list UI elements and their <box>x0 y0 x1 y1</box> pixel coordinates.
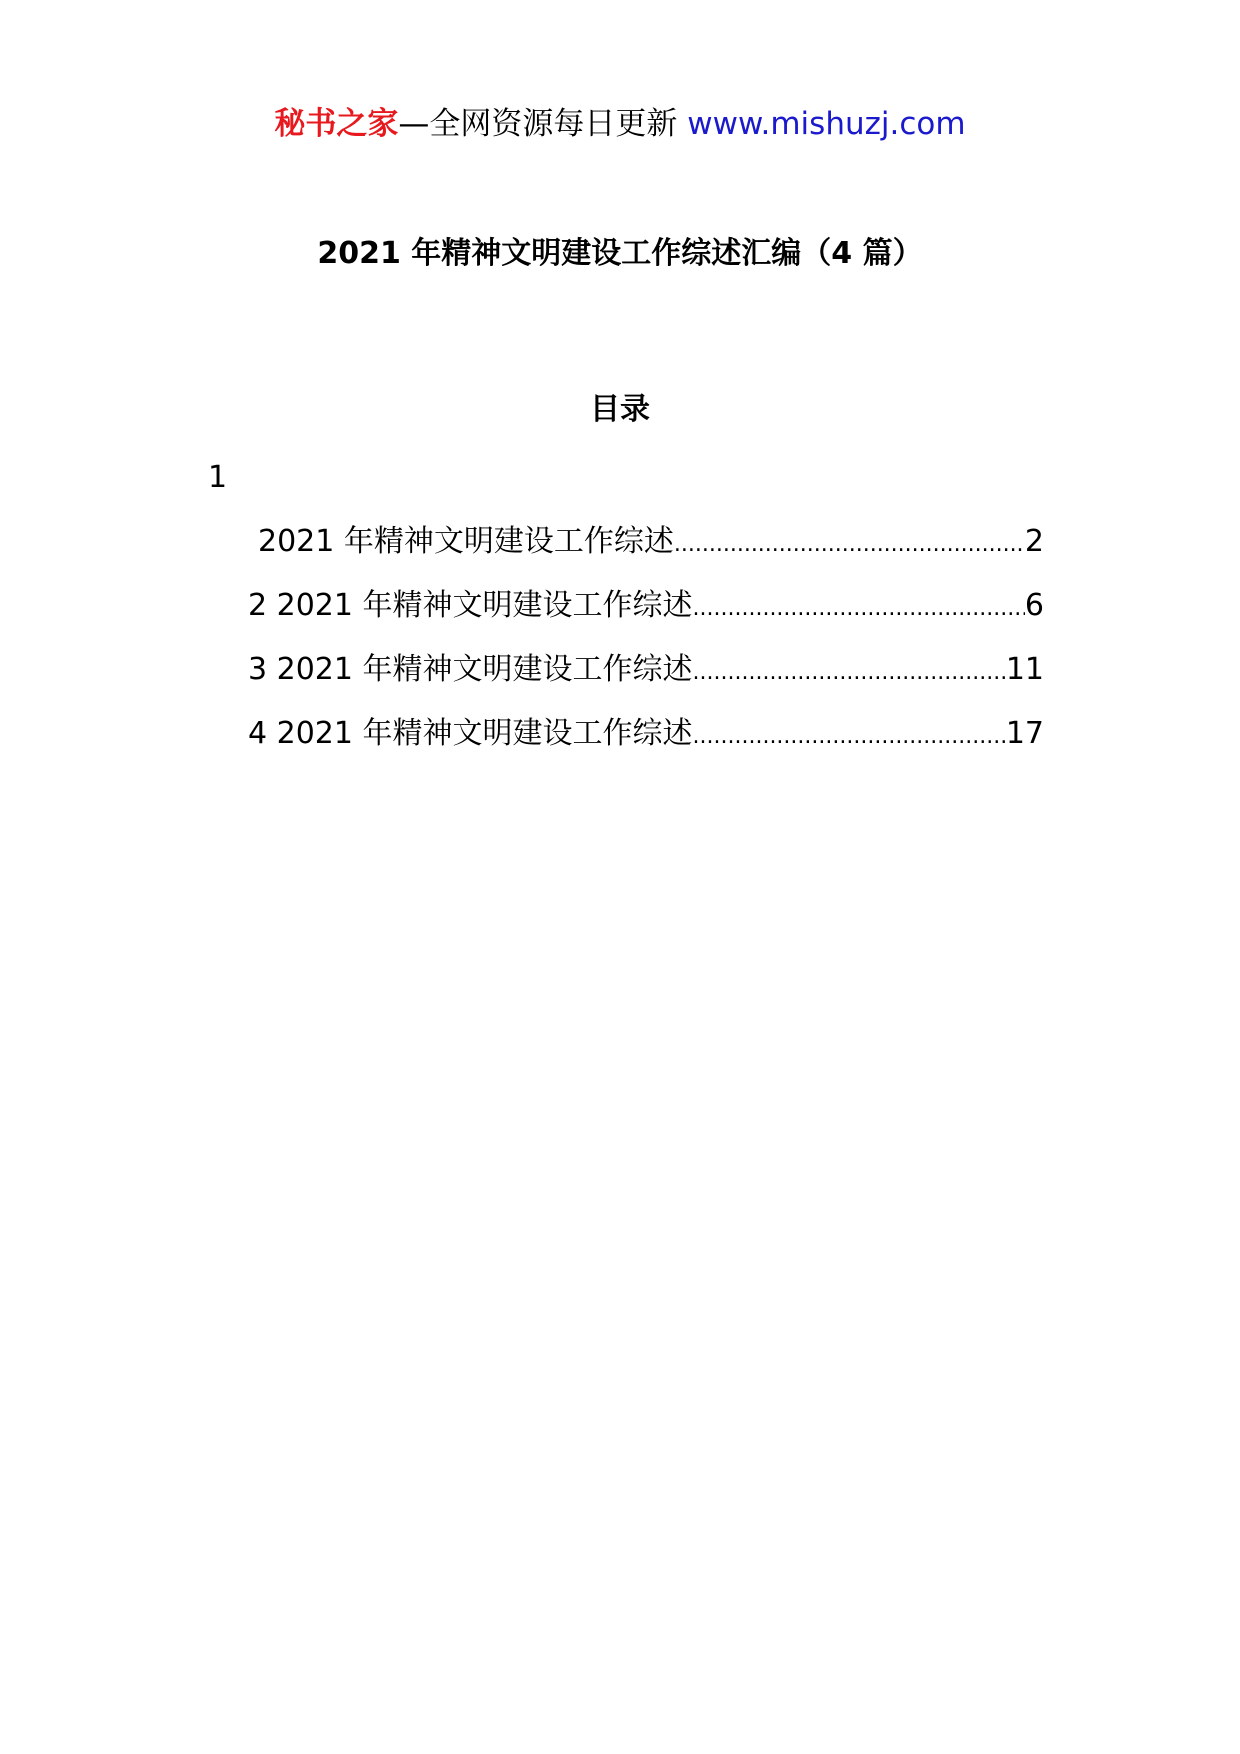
toc-dot-leader <box>693 651 1006 695</box>
toc-dot-leader <box>674 523 1025 567</box>
toc-page-number: 11 <box>1005 652 1044 687</box>
toc-entry-title: 2021 年精神文明建设工作综述 <box>258 524 674 559</box>
toc-dot-leader <box>693 587 1025 631</box>
toc-entry[interactable] <box>248 584 1044 631</box>
toc-entry[interactable] <box>248 712 1044 759</box>
brand-name: 秘书之家 <box>274 106 399 142</box>
document-title: 2021 年精神文明建设工作综述汇编（4 篇） <box>317 236 923 271</box>
toc-first-number: 1 <box>208 460 228 495</box>
toc-entry[interactable] <box>248 648 1044 695</box>
site-url-link[interactable]: www.mishuzj.com <box>687 106 966 142</box>
toc-dot-leader <box>693 715 1006 759</box>
toc-entry-title: 2 2021 年精神文明建设工作综述 <box>248 588 693 623</box>
toc-heading: 目录 <box>590 392 650 427</box>
toc-entry-title: 4 2021 年精神文明建设工作综述 <box>248 716 693 751</box>
toc-page-number: 6 <box>1024 588 1044 623</box>
header-slogan: —全网资源每日更新 <box>398 106 678 142</box>
site-header <box>0 100 1240 148</box>
toc-entry[interactable] <box>258 520 1044 567</box>
toc-page-number: 2 <box>1024 524 1044 559</box>
toc-entry-title: 3 2021 年精神文明建设工作综述 <box>248 652 693 687</box>
toc-page-number: 17 <box>1005 716 1044 751</box>
